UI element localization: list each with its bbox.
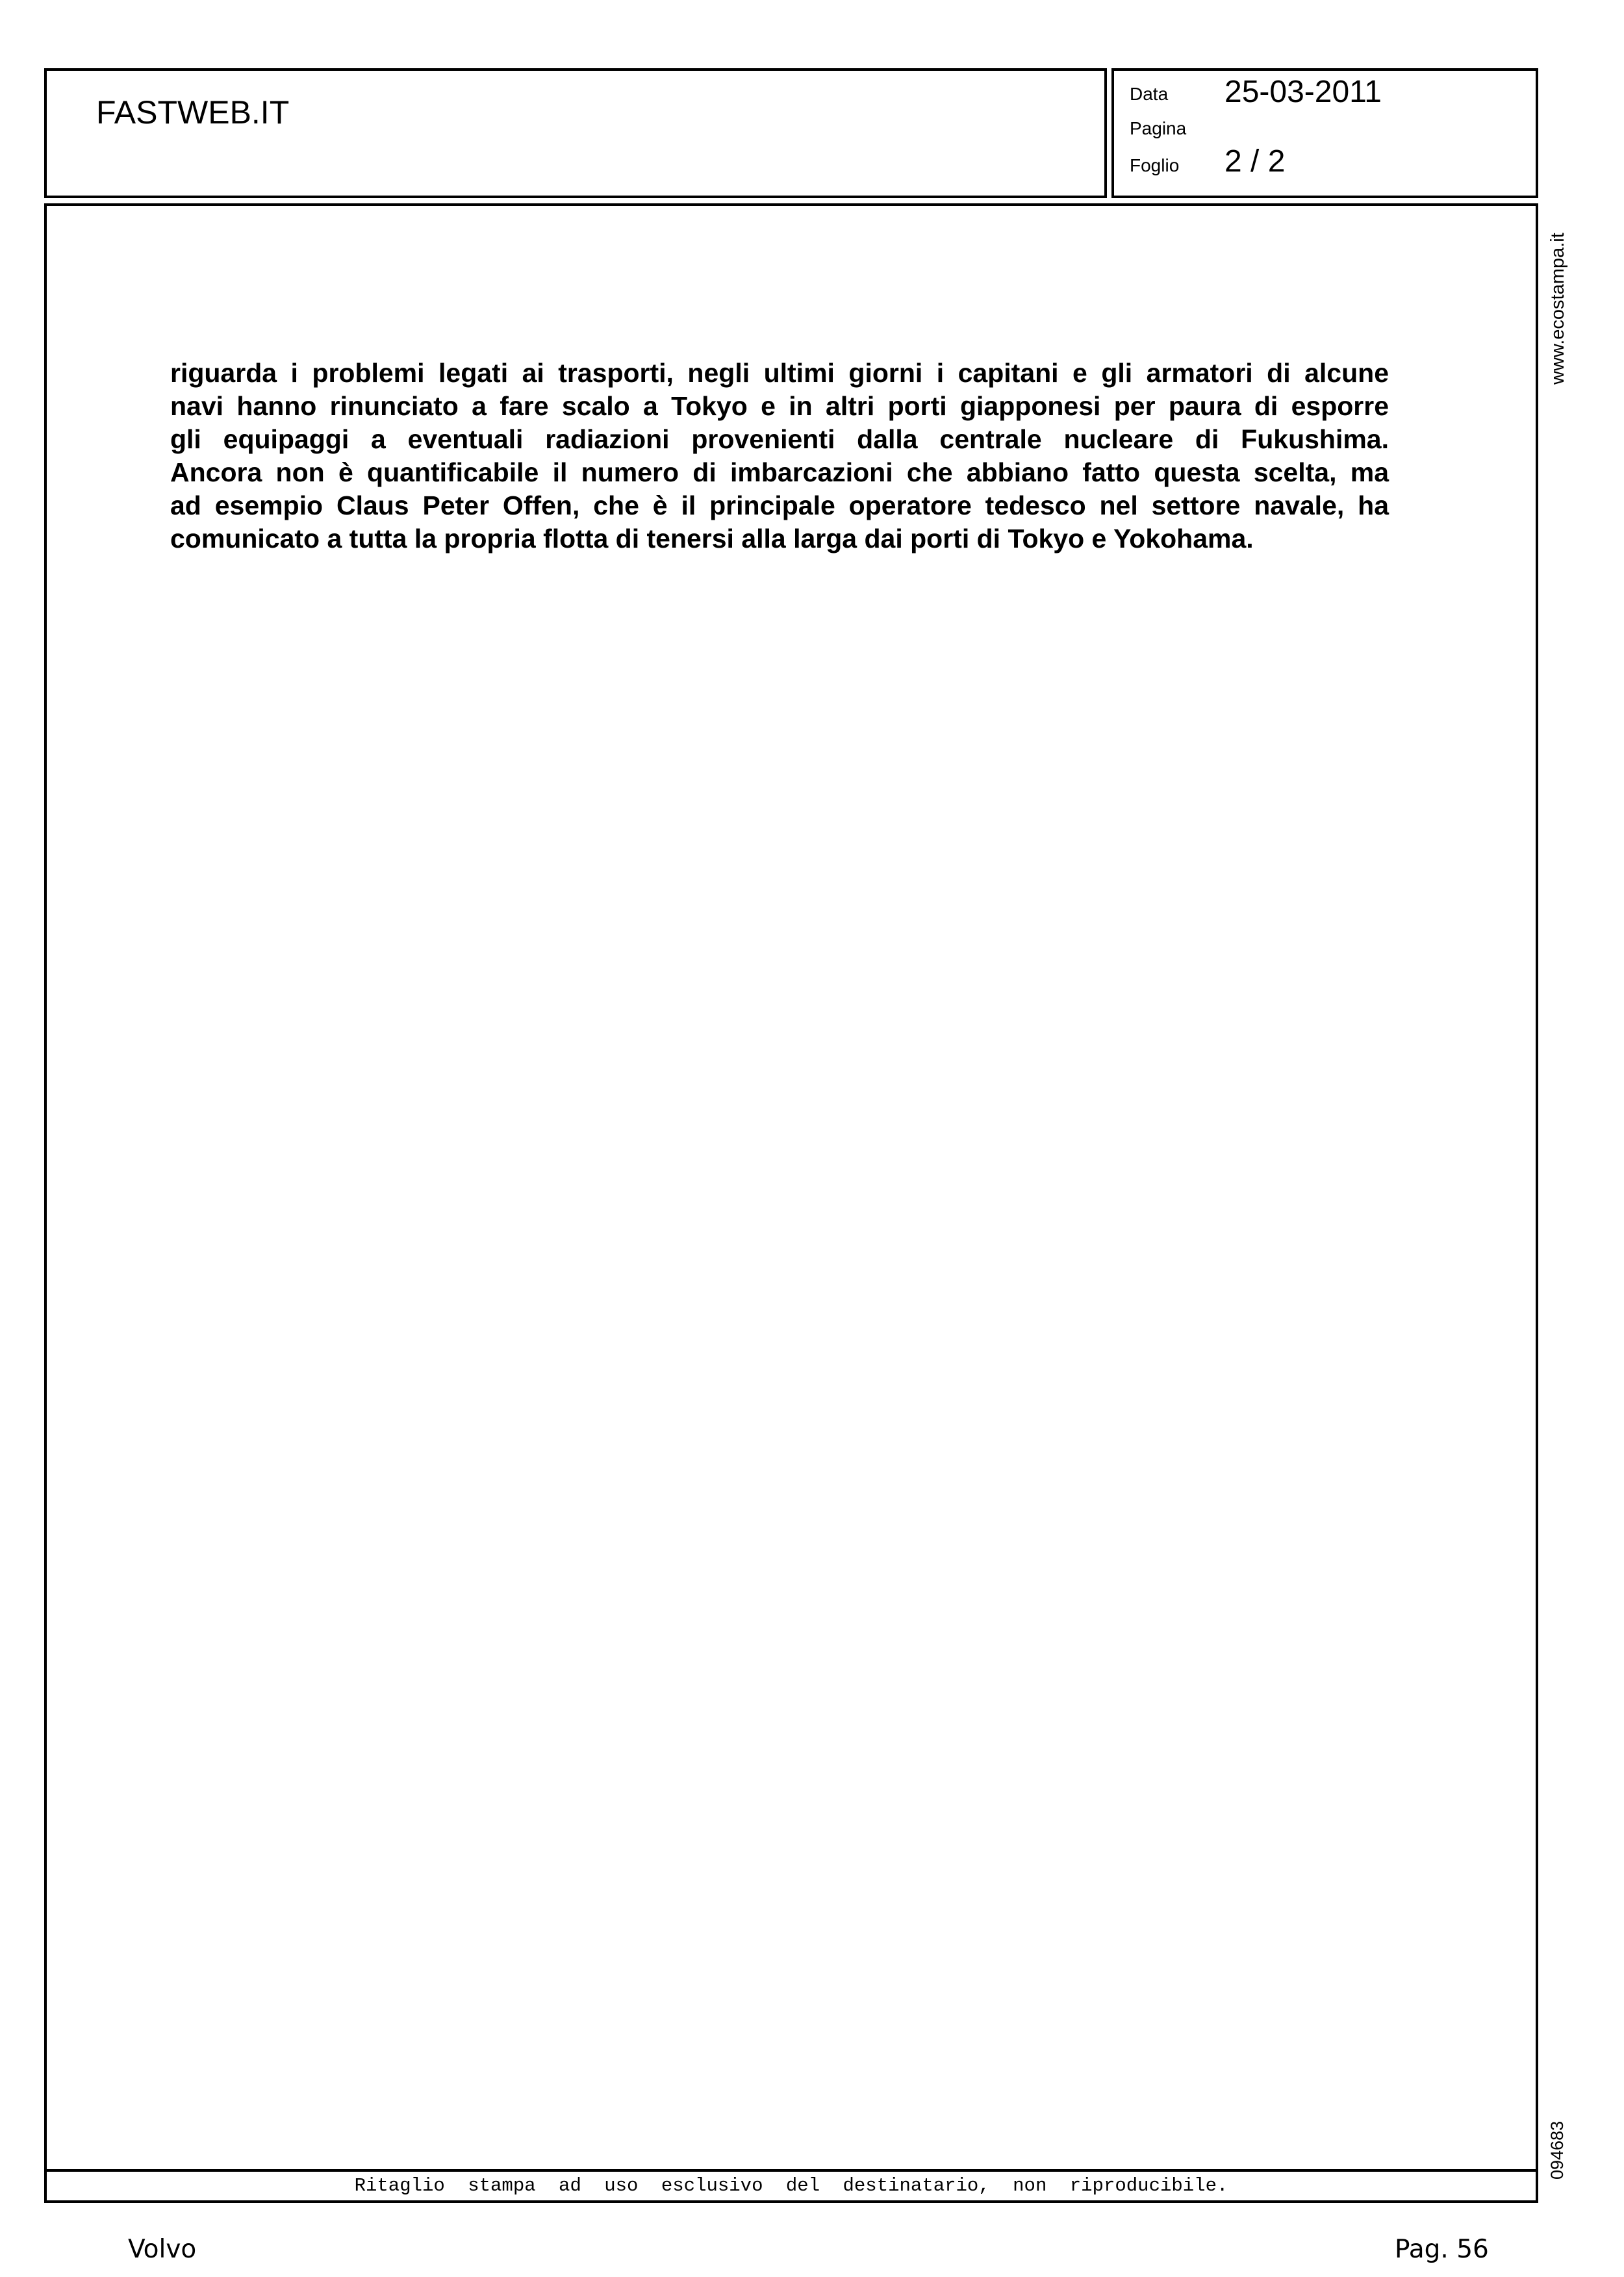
article-line: navi hanno rinunciato a fare scalo a Tokyo e in altri porti giapponesi per paura di esporre [170,391,1389,421]
article-line: ad esempio Claus Peter Offen, che è il principale operatore tedesco nel settore navale, ha [170,490,1389,520]
article-line: gli equipaggi a eventuali radiazioni provenienti dalla centrale nucleare di Fukushima. [170,424,1389,454]
data-value: 25-03-2011 [1224,75,1382,109]
footer-divider [47,2169,1536,2172]
article-line: Ancora non è quantificabile il numero di imbarcazioni che abbiano fatto questa scelta, ma [170,457,1389,487]
side-url [1545,221,1571,390]
client-name: Volvo [128,2235,197,2264]
article-line: riguarda i problemi legati ai trasporti, negli ultimi giorni i capitani e gli armatori di alcune [170,358,1389,388]
side-code-text: 094683 [1547,2120,1567,2180]
foglio-value: 2 / 2 [1224,144,1286,179]
header-meta-box [1111,68,1538,198]
pagina-label: Pagina [1130,118,1187,138]
article-line: comunicato a tutta la propria flotta di tenersi alla larga dai porti di Tokyo e Yokohama. [170,524,1254,553]
source-name: FASTWEB.IT [96,94,290,131]
side-url-text: www.ecostampa.it [1547,233,1568,385]
article-frame [44,203,1538,2203]
page-number: Pag. 56 [1395,2235,1489,2264]
header-source-box [44,68,1107,198]
side-code [1545,2111,1571,2183]
reproduction-notice: Ritaglio stampa ad uso esclusivo del destinatario, non riproducibile. [354,2175,1228,2196]
foglio-label: Foglio [1130,155,1180,175]
data-label: Data [1130,84,1169,104]
article-body [170,357,1389,555]
